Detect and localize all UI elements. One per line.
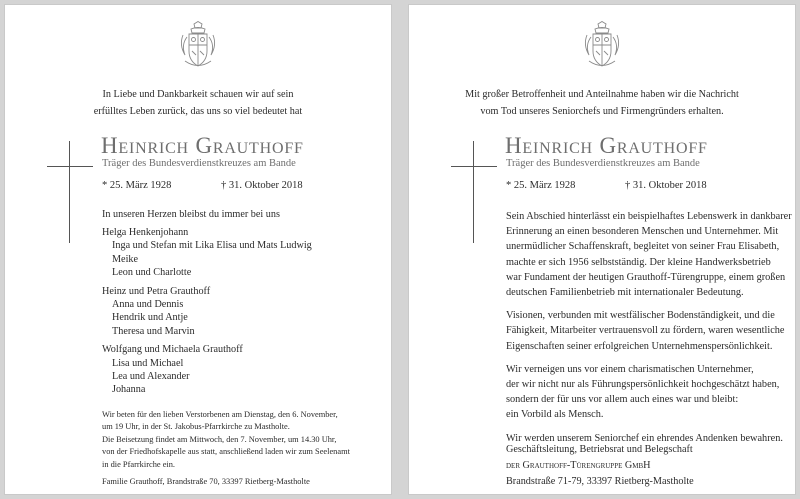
death-date: † 31. Oktober 2018 [625,180,707,191]
service-info-line: von der Friedhofskapelle aus statt, anschließend laden wir zum Seelenamt [102,447,350,457]
family-member: Theresa und Marvin [112,325,195,337]
deceased-honor: Träger des Bundesverdienstkreuzes am Bande [506,158,700,169]
tribute-paragraph [506,209,792,300]
tribute-line: unermüdlicher Schaffenskraft, begleitet von seiner Frau Elisabeth, [506,241,780,253]
signature-line: Geschäftsleitung, Betriebsrat und Belegschaft [506,444,693,455]
tribute-line: der wir nicht nur als Führungspersönlichkeit hochgeschätzt haben, [506,379,780,391]
intro-line: vom Tod unseres Seniorchefs und Firmengründers erhalten. [480,106,724,117]
deceased-name: Heinrich Grauthoff [505,133,708,158]
heart-line: In unseren Herzen bleibst du immer bei uns [102,209,280,220]
service-info-line: um 19 Uhr, in der St. Jakobus-Pfarrkirche zu Mastholte. [102,422,290,432]
family-parents: Wolfgang und Michaela Grauthoff [102,344,243,356]
tribute-line: deutschen Familienbetrieb mit internationaler Bedeutung. [506,287,744,299]
family-parents: Helga Henkenjohann [102,227,189,238]
intro-line: In Liebe und Dankbarkeit schauen wir auf sein [102,89,294,100]
family-group [102,226,372,280]
family-member: Leon und Charlotte [112,267,192,279]
obituary-notice-family [4,4,392,495]
intro-line: Mit großer Betroffenheit und Anteilnahme haben wir die Nachricht [465,89,739,100]
birth-date: * 25. März 1928 [102,180,172,191]
signature-address: Brandstraße 71-79, 33397 Rietberg-Mastholte [506,476,694,487]
intro-text [5,86,391,120]
tribute-line: sondern der für uns vor allem auch eines war und bleibt: [506,394,739,406]
cross-icon-bar [451,166,497,167]
company-signature [506,442,778,490]
family-member: Meike [112,253,139,265]
coat-of-arms-icon [177,21,219,71]
cross-icon [473,141,474,243]
family-parents: Heinz und Petra Grauthoff [102,285,211,297]
deceased-honor: Träger des Bundesverdienstkreuzes am Bande [102,158,296,169]
tribute-paragraph [506,308,785,354]
family-address: Familie Grauthoff, Brandstraße 70, 33397 Rietberg-Mastholte [102,477,310,486]
tribute-paragraph [506,362,778,423]
tribute-line: Eigenschaften seiner erfolgreichen Unternehmenspersönlichkeit. [506,340,773,352]
cross-icon-bar [47,166,93,167]
family-member: Anna und Dennis [112,299,184,311]
family-member: Inga und Stefan mit Lika Elisa und Mats Ludwig [112,240,312,252]
family-member: Lea und Alexander [112,371,190,383]
family-member: Johanna [112,384,146,396]
tribute-line: Sein Abschied hinterlässt ein beispielhaftes Lebenswerk in dankbarer [506,211,792,222]
tribute-text [506,209,792,454]
birth-date: * 25. März 1928 [506,180,576,191]
tribute-line: Visionen, verbunden mit westfälischer Bodenständigkeit, und die [506,310,775,322]
tribute-line: war Fundament der heutigen Grauthoff-Türengruppe, einem großen [506,271,786,283]
tribute-line: Erinnerung an einen besonderen Menschen und Unternehmer. Mit [506,226,779,238]
tribute-line: Wir verneigen uns vor einem charismatischen Unternehmer, [506,363,754,375]
signature-company: der Grauthoff-Türengruppe GmbH [506,460,651,471]
service-info-line: Die Beisetzung findet am Mittwoch, den 7. November, um 14.30 Uhr, [102,434,337,444]
family-group [102,343,372,397]
death-date: † 31. Oktober 2018 [221,180,303,191]
tribute-line: Fähigkeit, Mitarbeiter vertrauensvoll zu fördern, waren wesentliche [506,325,785,337]
obituary-notice-company [408,4,796,495]
service-info [102,409,372,471]
service-info-line: Wir beten für den lieben Verstorbenen am Dienstag, den 6. November, [102,410,338,419]
tribute-line: Wir werden unserem Seniorchef ein ehrendes Andenken bewahren. [506,432,783,444]
family-member: Hendrik und Antje [112,312,188,324]
coat-of-arms-icon [581,21,623,71]
tribute-line: machte er sich 1956 selbstständig. Der kleine Handwerksbetrieb [506,256,771,268]
service-info-line: in die Pfarrkirche ein. [102,459,176,469]
cross-icon [69,141,70,243]
intro-line: erfülltes Leben zurück, das uns so viel bedeutet hat [93,106,303,117]
tribute-line: ein Vorbild als Mensch. [506,409,604,421]
mourners-list [102,226,372,402]
family-group [102,285,372,339]
intro-text [409,86,795,120]
deceased-name: Heinrich Grauthoff [101,133,304,158]
family-member: Lisa und Michael [112,357,184,369]
